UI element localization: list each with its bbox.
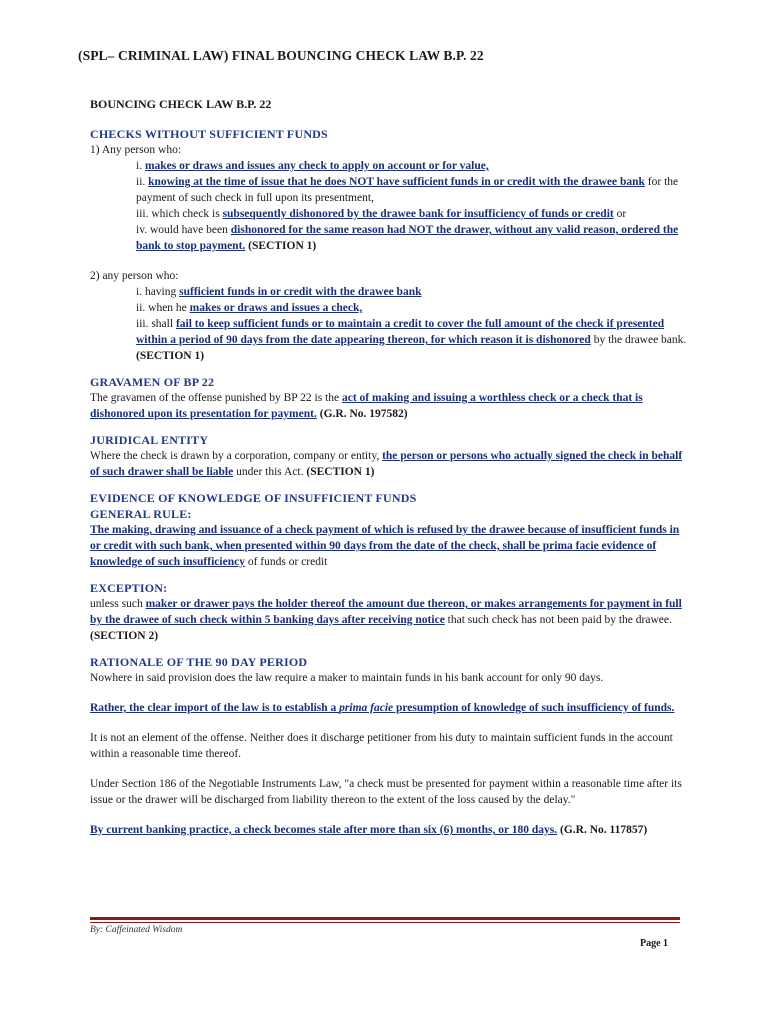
page-number: Page 1 xyxy=(640,938,669,949)
document-body xyxy=(90,96,690,838)
emphasis-italic: prima facie xyxy=(339,702,394,714)
section-ref: (SECTION 1) xyxy=(136,350,205,362)
emphasis-text: maker or drawer pays the holder thereof the amount due thereon, or makes arrangements for payment in full by the drawee of such check within 5 banking days after receiving notice xyxy=(90,598,682,626)
list-lead: 1) Any person who: xyxy=(90,144,182,156)
section-ref: (SECTION 2) xyxy=(90,630,159,642)
document-title: BOUNCING CHECK LAW B.P. 22 xyxy=(90,97,272,111)
section-gravamen xyxy=(90,374,690,422)
section-heading: EVIDENCE OF KNOWLEDGE OF INSUFFICIENT FUNDS xyxy=(90,491,417,505)
section-exception xyxy=(90,580,690,644)
emphasis-text: sufficient funds in or credit with the drawee bank xyxy=(179,286,422,298)
list-item: iii. shall fail to keep sufficient funds or to maintain a credit to cover the full amount of the check if presented within a period of 90 days from the date appearing thereon, for which reason it is dishonored by the drawee bank. (SECTION 1) xyxy=(136,318,687,362)
section-heading: CHECKS WITHOUT SUFFICIENT FUNDS xyxy=(90,127,328,141)
paragraph: Nowhere in said provision does the law require a maker to maintain funds in his bank account for only 90 days. xyxy=(90,672,604,684)
section-ref: (SECTION 1) xyxy=(306,466,375,478)
paragraph xyxy=(90,700,690,716)
section-heading: EXCEPTION: xyxy=(90,581,168,595)
list-item: i. having sufficient funds in or credit with the drawee bank xyxy=(136,286,422,298)
section-rationale xyxy=(90,654,690,838)
paragraph: Where the check is drawn by a corporation, company or entity, the person or persons who actually signed the check in behalf of such drawer shall be liable under this Act. (SECTION 1) xyxy=(90,450,683,478)
emphasis-text: The making, drawing and issuance of a check payment of which is refused by the drawee because of insufficient funds in or credit with such bank, when presented within 90 days from the date of the check, shall be prima facie evidence of knowledge of such insufficiency xyxy=(90,524,680,568)
paragraph: Under Section 186 of the Negotiable Instruments Law, "a check must be presented for payment within a reasonable time after its issue or the drawer will be discharged from liability thereon to the extent of the loss caused by the delay." xyxy=(90,778,682,806)
list-item: iv. would have been dishonored for the same reason had NOT the drawer, without any valid reason, ordered the bank to stop payment. (SECTION 1) xyxy=(136,224,679,252)
paragraph: unless such maker or drawer pays the holder thereof the amount due thereon, or makes arrangements for payment in full by the drawee of such check within 5 banking days after receiving notice that such check has not been paid by the drawee. (SECTION 2) xyxy=(90,598,682,642)
emphasis-text: subsequently dishonored by the drawee bank for insufficiency of funds or credit xyxy=(222,208,614,220)
paragraph: It is not an element of the offense. Neither does it discharge petitioner from his duty to maintain sufficient funds in the account within a reasonable time thereof. xyxy=(90,732,673,760)
section-juridical-entity xyxy=(90,432,690,480)
emphasis-text: makes or draws and issues a check, xyxy=(189,302,363,314)
list-item: i. makes or draws and issues any check to apply on account or for value, xyxy=(136,160,489,172)
emphasis-text: By current banking practice, a check becomes stale after more than six (6) months, or 180 days. xyxy=(90,824,558,836)
section-heading: GRAVAMEN OF BP 22 xyxy=(90,375,215,389)
list-lead: 2) any person who: xyxy=(90,270,179,282)
list-item: ii. knowing at the time of issue that he does NOT have sufficient funds in or credit with the drawee bank for the payment of such check in full upon its presentment, xyxy=(136,176,679,204)
footer-divider xyxy=(90,917,680,920)
emphasis-text: act of making and issuing a worthless check or a check that is dishonored upon its presentation for payment. xyxy=(90,392,643,420)
footer-divider xyxy=(90,922,680,923)
emphasis-text: dishonored for the same reason had NOT the drawer, without any valid reason, ordered the bank to stop payment. xyxy=(136,224,679,252)
paragraph: The gravamen of the offense punished by BP 22 is the act of making and issuing a worthless check or a check that is dishonored upon its presentation for payment. (G.R. No. 197582) xyxy=(90,392,643,420)
emphasis-text: Rather, the clear import of the law is to establish a xyxy=(90,702,340,714)
emphasis-text: the person or persons who actually signed the check in behalf of such drawer shall be liable xyxy=(90,450,683,478)
case-ref: (G.R. No. 197582) xyxy=(316,408,408,420)
list-item: ii. when he makes or draws and issues a check, xyxy=(136,302,363,314)
footer-author: By: Caffeinated Wisdom xyxy=(90,925,183,935)
emphasis-text: makes or draws and issues any check to apply on account or for value, xyxy=(144,160,489,172)
case-ref: (G.R. No. 117857) xyxy=(557,824,648,836)
emphasis-text: presumption of knowledge of such insufficiency of funds. xyxy=(393,702,675,714)
paragraph: The making, drawing and issuance of a check payment of which is refused by the drawee because of insufficient funds in or credit with such bank, when presented within 90 days from the date of the check, shall be prima facie evidence of knowledge of such insufficiency of funds or credit xyxy=(90,524,680,568)
list-item: iii. which check is subsequently dishonored by the drawee bank for insufficiency of funds or credit or xyxy=(136,208,627,220)
paragraph xyxy=(90,822,690,838)
section-subheading: GENERAL RULE: xyxy=(90,507,192,521)
section-checks-without-funds xyxy=(90,126,690,254)
section-ref: (SECTION 1) xyxy=(245,240,317,252)
section-evidence xyxy=(90,490,690,570)
page-header: (SPL– CRIMINAL LAW) FINAL BOUNCING CHECK LAW B.P. 22 xyxy=(78,48,484,63)
section-heading: JURIDICAL ENTITY xyxy=(90,433,209,447)
emphasis-text: knowing at the time of issue that he does NOT have sufficient funds in or credit with the drawee bank xyxy=(148,176,645,188)
emphasis-text: fail to keep sufficient funds or to maintain a credit to cover the full amount of the check if presented within a period of 90 days from the date appearing thereon, for which reason it is dishonored xyxy=(136,318,665,346)
section-any-person-2 xyxy=(90,268,690,364)
section-heading: RATIONALE OF THE 90 DAY PERIOD xyxy=(90,655,308,669)
